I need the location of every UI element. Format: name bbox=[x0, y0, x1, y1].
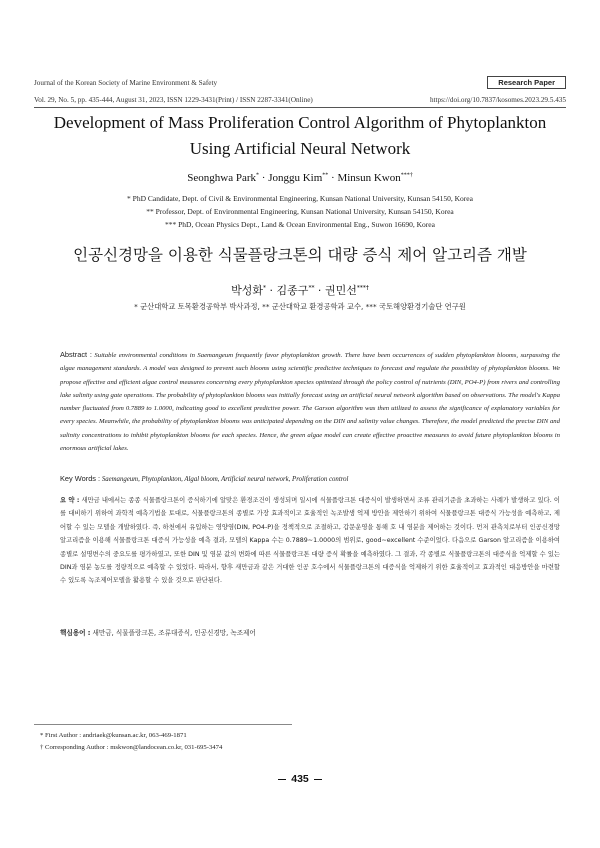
korean-author-separator: · bbox=[314, 284, 325, 297]
english-keywords bbox=[60, 474, 560, 483]
doi-link[interactable]: https://doi.org/10.7837/kosomes.2023.29.5.435 bbox=[429, 96, 566, 104]
author-separator: · bbox=[328, 172, 338, 184]
korean-author-3: 권민선 bbox=[324, 284, 357, 297]
journal-name: Journal of the Korean Society of Marine Environment & Safety bbox=[34, 79, 218, 87]
korean-author-separator: · bbox=[266, 284, 277, 297]
author-3: Minsun Kwon bbox=[337, 172, 401, 184]
affiliation-1: * PhD Candidate, Dept. of Civil & Environmental Engineering, Kunsan National University, Kunsan 54150, Korea bbox=[127, 194, 473, 203]
affiliation-2: ** Professor, Dept. of Environmental Engineering, Kunsan National University, Kunsan 54150, Korea bbox=[146, 207, 454, 216]
header-rule bbox=[34, 107, 566, 108]
author-1: Seonghwa Park bbox=[187, 172, 257, 184]
korean-author-2-mark: ** bbox=[308, 284, 315, 292]
korean-author-1-mark: * bbox=[263, 284, 267, 292]
title-line-2: Using Artificial Neural Network bbox=[189, 139, 411, 158]
volume-line: Vol. 29, No. 5, pp. 435-444, August 31, 2023, ISSN 1229-3431(Print) / ISSN 2287-3341(Online) bbox=[34, 96, 313, 104]
keywords-label: Key Words : bbox=[60, 474, 101, 483]
korean-title: 인공신경망을 이용한 식물플랑크톤의 대량 증식 제어 알고리즘 개발 bbox=[73, 246, 527, 264]
korean-author-1: 박성화 bbox=[231, 284, 264, 297]
footnote-rule bbox=[34, 724, 292, 725]
author-separator: · bbox=[259, 172, 269, 184]
research-paper-badge: Research Paper bbox=[487, 76, 566, 89]
english-abstract bbox=[60, 348, 560, 455]
abstract-text: Suitable environmental conditions in Saemangeum frequently favor phytoplankton growth. There have been occurrences of sudden phytoplankton blooms, surpassing the algae management standards. A model was designed to prevent such blooms using scientific predictive techniques to forecast and regulate the possibility of phytoplankton blooms. We propose effective and efficient algae control measures concerning every phytoplankton species optimized through the policy control of nutrients (DIN, PO4-P) from rivers and controlling lake salinity using gate operations. The probability of phytoplankton blooms was initially forecast using an artificial neural network algorithm based on observations. The model's Kappa number fluctuated from 0.7889 to 1.0000, indicating good to excellent predictive power. The Garson algorithm was then utilized to assess the significance of explanatory variables for every species. Meanwhile, the probability of phytoplankton blooms was anticipated depending on the DIN and salinity value changes. Therefore, the model predicted the precise DIN and salinity concentrations to inhibit phytoplankton blooms for each species. Hence, the green algae model can create effective proactive measures to avoid future phytoplankton blooms in enormous artificial lakes. bbox=[60, 352, 561, 453]
footnote-corresponding-author: † Corresponding Author : mskwon@landocean.co.kr, 031-695-3474 bbox=[40, 744, 223, 751]
page-number bbox=[0, 773, 600, 785]
page-number-dash bbox=[278, 779, 286, 780]
author-1-mark: * bbox=[256, 172, 260, 179]
author-list bbox=[0, 172, 600, 184]
korean-author-2: 김종구 bbox=[276, 284, 309, 297]
author-2-mark: ** bbox=[322, 172, 329, 179]
korean-keywords bbox=[60, 627, 560, 637]
author-3-mark: ***† bbox=[400, 172, 413, 179]
korean-abstract bbox=[60, 494, 560, 588]
author-2: Jonggu Kim bbox=[268, 172, 323, 184]
affiliation-3: *** PhD, Ocean Physics Dept., Land & Ocean Environmental Eng., Suwon 16690, Korea bbox=[165, 220, 435, 229]
title-line-1: Development of Mass Proliferation Control Algorithm of Phytoplankton bbox=[53, 113, 547, 132]
paper-title bbox=[30, 110, 570, 162]
korean-abstract-label: 요 약 : bbox=[60, 497, 80, 504]
keywords-text: Saemangeum, Phytoplankton, Algal bloom, Artificial neural network, Proliferation control bbox=[101, 476, 349, 483]
korean-keywords-text: 새만금, 식물플랑크톤, 조류대증식, 인공신경망, 녹조제어 bbox=[92, 629, 256, 637]
korean-author-list bbox=[0, 282, 600, 298]
korean-affiliation: * 군산대학교 토목환경공학부 박사과정, ** 군산대학교 환경공학과 교수, *** 국토해양환경기술단 연구원 bbox=[134, 302, 466, 311]
footnote-first-author: * First Author : andriaek@kunsan.ac.kr, 063-469-1871 bbox=[40, 732, 187, 739]
korean-keywords-label: 핵심용어 : bbox=[60, 629, 91, 637]
korean-author-3-mark: ***† bbox=[356, 284, 369, 292]
page-number-value: 435 bbox=[291, 773, 309, 785]
abstract-label: Abstract : bbox=[60, 350, 92, 359]
korean-abstract-text: 새만금 내에서는 종종 식물플랑크톤이 증식하기에 알맞은 환경조건이 생성되며 일시에 식물플랑크톤 대증식이 발생하면서 조류 관리기준을 초과하는 사례가 발생하고 있다. 이를 대비하기 위하여 과학적 예측기법을 토대로, 식물플랑크톤의 종별로 가장 효과적이고 효율적인 녹조발생 억제 방안을 제안하기 위하여 식물플랑크톤 대증식 가능성을 예측하고, 제어할 수 있는 모델을 개발하였다. 즉, 하천에서 유입하는 영양염(DIN, PO4-P)을 정책적으로 조절하고, 갑문운영을 통해 호 내 염분을 제어하는 것이다. 먼저 관측치로부터 인공신경망 알고리즘을 이용해 식물플랑크톤 대증식 가능성을 예측 결과, 모델의 Kappa 수는 0.7889∼1.0000의 범위로, good∼excellent 수준이었다. 다음으로 Garson 알고리즘을 이용하여 종별로 설명변수의 중요도를 평가하였고, 또한 DIN 및 염분 값의 변화에 따른 식물플랑크톤 대량 증식 확률을 예측하였다. 그 결과, 각 종별로 식물플랑크톤의 대증식을 억제할 수 있는 DIN과 염분 농도를 정량적으로 예측할 수 있었다. 따라서, 향후 새만금과 같은 거대한 인공 호수에서 식물플랑크톤의 대증식을 억제하기 위한 효율적이고 효과적인 대응방안을 마련할 수 있도록 녹조제어모델을 활용할 수 있을 것으로 판단된다. bbox=[60, 497, 560, 585]
page-number-dash bbox=[314, 779, 322, 780]
